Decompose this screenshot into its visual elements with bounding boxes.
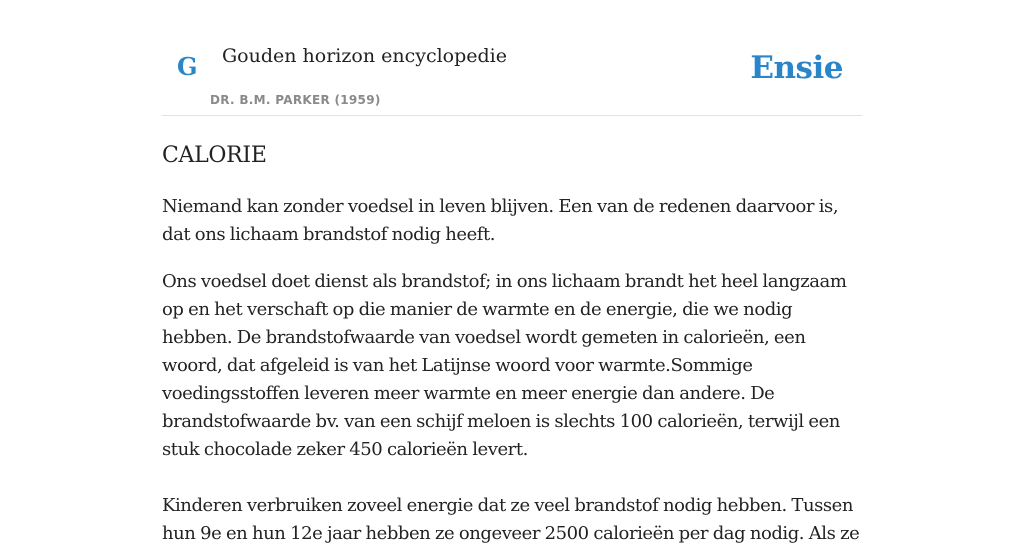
article-title: CALORIE <box>162 143 267 168</box>
source-title-link[interactable]: Gouden horizon encyclopedie <box>222 45 507 67</box>
article-paragraph: Kinderen verbruiken zoveel energie dat ze veel brandstof nodig hebben. Tussen hun 9e en hun 12e jaar hebben ze ongeveer 2500 calorieën per dag nodig. Als ze <box>162 495 860 544</box>
article-paragraph: Ons voedsel doet dienst als brandstof; in ons lichaam brandt het heel langzaam op en het verschaft op die manier de warmte en de energie, die we nodig hebben. De brandstofwaarde van voedsel wordt gemeten in calorieën, een woord, dat afgeleid is van het Latijnse woord voor warmte.Sommige voedingsstoffen leveren meer warmte en meer energie dan andere. De brandstofwaarde bv. van een schijf meloen is slechts 100 calorieën, terwijl een stuk chocolade zeker 450 calorieën levert. <box>162 271 847 460</box>
ensie-logo-link[interactable]: Ensie <box>750 50 843 86</box>
article-paragraph: Niemand kan zonder voedsel in leven blijven. Een van de redenen daarvoor is, dat ons lichaam brandstof nodig heeft. <box>162 196 839 245</box>
source-header <box>162 0 862 116</box>
source-logo-icon[interactable]: G <box>177 52 198 81</box>
page <box>162 0 862 548</box>
source-author: DR. B.M. PARKER (1959) <box>210 93 381 107</box>
article-body <box>162 193 862 548</box>
